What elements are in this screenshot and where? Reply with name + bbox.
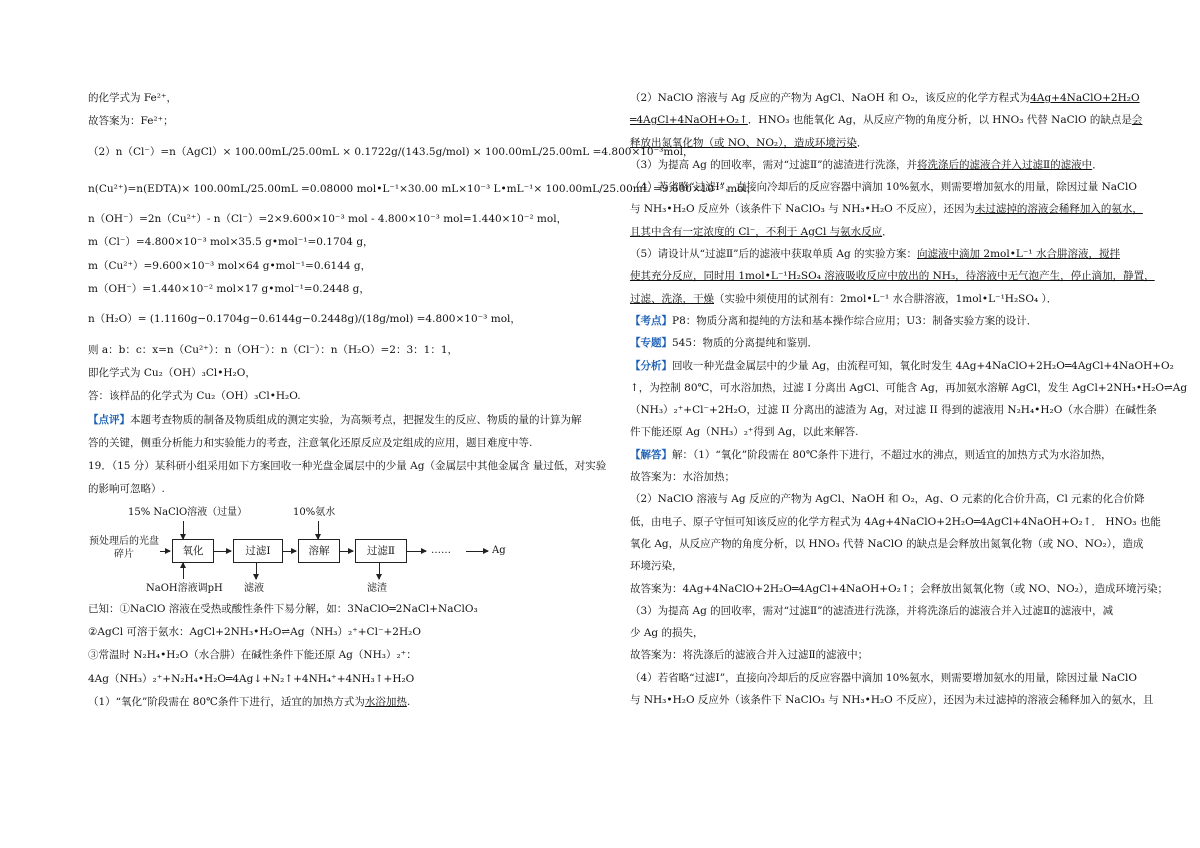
q2-answer: 释放出氮氧化物（或 NO、NO₂），造成环境污染	[630, 136, 857, 149]
text-line: ②AgCl 可溶于氨水：AgCl+2NH₃•H₂O⇌Ag（NH₃）₂⁺+Cl⁻+2H₂O	[88, 626, 421, 639]
box-filter-2: 过滤Ⅱ	[355, 539, 407, 563]
filtrate-label: 滤液	[244, 582, 264, 594]
dots-label: ……	[431, 544, 451, 556]
arrow-down	[256, 563, 257, 579]
text-line: m（Cl⁻）=4.800×10⁻³ mol×35.5 g•mol⁻¹=0.1704 g，	[88, 236, 374, 249]
text-line: ③常温时 N₂H₄•H₂O（水合肼）在碱性条件下能还原 Ag（NH₃）₂⁺：	[88, 649, 417, 662]
text-line: 答的关键，侧重分析能力和实验能力的考查，注意氧化还原反应及定组成的应用，题目难度中等.	[88, 436, 533, 449]
q5-answer: 向滤液中滴加 2mol•L⁻¹ 水合肼溶液，搅拌	[917, 248, 1120, 261]
q4-text: 与 NH₃•H₂O 反应外（该条件下 NaClO₃ 与 NH₃•H₂O 不反应），还因为	[630, 203, 975, 216]
flow-diagram	[88, 505, 600, 595]
q5-text: （5）请设计从“过滤Ⅱ”后的滤液中获取单质 Ag 的实验方案：	[630, 248, 918, 261]
arrow-right	[282, 551, 296, 552]
right-column	[630, 90, 1188, 714]
q2-answer: ═4AgCl+4NaOH+O₂↑	[630, 114, 748, 127]
formula-line: n（H₂O）= (1.1160g−0.1704g−0.6144g−0.2448g)/(18g/mol) =4.800×10⁻³ mol，	[88, 313, 521, 326]
reagent-naclo-label: 15% NaClO溶液（过量）	[128, 506, 248, 518]
box-oxidize: 氧化	[172, 539, 214, 563]
text-line: 的化学式为 Fe²⁺，	[88, 92, 178, 104]
product-label: Ag	[492, 544, 506, 556]
q5-answer: 过滤、洗涤，干燥	[630, 292, 714, 305]
arrow-down	[379, 563, 380, 579]
q2-answer: 会	[1131, 114, 1143, 127]
q2-text: （2）NaClO 溶液与 Ag 反应的产物为 AgCl、NaOH 和 O₂，该反应的化学方程式为	[630, 92, 1031, 104]
text-line: 低，由电子、原子守恒可知该反应的化学方程式为 4Ag+4NaClO+2H₂O═4AgCl+4NaOH+O₂↑． HNO₃ 也能	[630, 515, 1161, 528]
fenxi-line	[630, 358, 1174, 374]
kaodian-text: P8：物质分离和提纯的方法和基本操作综合应用；U3：制备实验方案的设计．	[672, 314, 1038, 327]
arrow-down	[318, 521, 319, 539]
fenxi-text: 回收一种光盘金属层中的少量 Ag，由流程可知，氧化时发生 4Ag+4NaClO+2H₂O═4AgCl+4NaOH+O₂	[672, 359, 1174, 372]
zhuanti-text: 545：物质的分离提纯和鉴别．	[672, 337, 819, 350]
text-line: 已知：①NaClO 溶液在受热或酸性条件下易分解，如：3NaClO═2NaCl+NaClO₃	[88, 602, 478, 615]
text-line	[630, 268, 1155, 284]
text-line: 少 Ag 的损失，	[630, 627, 704, 640]
text-line: （4）若省略“过滤Ⅰ”，直接向冷却后的反应容器中滴加 10%氨水，则需要增加氨水的用量，除因过量 NaClO	[630, 671, 1138, 684]
text-line: ↑，为控制 80℃，可水浴加热，过滤 I 分离出 AgCl、可能含 Ag，再加氨水溶解 AgCl，发生 AgCl+2NH₃•H₂O⇌Ag	[630, 381, 1188, 394]
q3-text: （3）为提高 Ag 的回收率，需对“过滤Ⅱ”的滤渣进行洗涤，并	[630, 158, 918, 171]
arrow-right	[406, 551, 426, 552]
question-line: 19．（15 分）某科研小组采用如下方案回收一种光盘金属层中的少量 Ag（金属层中其他金属含 量过低，对实验	[88, 460, 607, 473]
text-line: 故答案为：4Ag+4NaClO+2H₂O═4AgCl+4NaOH+O₂↑；会释放出氮氧化物（或 NO、NO₂），造成环境污染；	[630, 582, 1169, 595]
text-line: 的影响可忽略）.	[88, 483, 165, 496]
arrow-right	[339, 551, 353, 552]
jieda-line	[630, 447, 1130, 463]
text-line: 答：该样品的化学式为 Cu₂（OH）₃Cl•H₂O.	[88, 390, 301, 403]
text-line: n（OH⁻）=2n（Cu²⁺）- n（Cl⁻）=2×9.600×10⁻³ mol - 4.800×10⁻³ mol=1.440×10⁻² mol，	[88, 213, 568, 226]
input-label: 预处理后的光盘碎片	[89, 535, 159, 560]
text-line: （3）为提高 Ag 的回收率，需对“过滤Ⅱ”的滤渣进行洗涤，并将洗涤后的滤液合并入过滤Ⅱ的滤液中，减	[630, 604, 1114, 617]
text-line: m（OH⁻）=1.440×10⁻² mol×17 g•mol⁻¹=0.2448 g，	[88, 283, 370, 296]
reagent-ammonia-label: 10%氨水	[293, 506, 336, 518]
q1-end: .	[406, 695, 411, 708]
q1-text: （1）“氧化”阶段需在 80℃条件下进行，适宜的加热方式为	[88, 695, 365, 708]
text-line: m（Cu²⁺）=9.600×10⁻³ mol×64 g•mol⁻¹=0.6144 g，	[88, 259, 372, 272]
kaodian-tag: 【考点】	[630, 314, 672, 327]
fenxi-tag: 【分析】	[630, 359, 672, 372]
kaodian-line	[630, 313, 1130, 329]
formula-line: n(Cu²⁺)=n(EDTA)× 100.00mL/25.00mL =0.08000 mol•L⁻¹×30.00 mL×10⁻³ L•mL⁻¹× 100.00mL/25.00mL =9.600×10⁻³ mol，	[88, 182, 758, 195]
text-line	[630, 90, 1140, 106]
arrow-right	[213, 551, 231, 552]
q2-text: ．HNO₃ 也能氧化 Ag，从反应产物的角度分析，以 HNO₃ 代替 NaClO 的缺点是	[747, 114, 1132, 127]
residue-label: 滤渣	[367, 582, 387, 594]
text-line: 则 a：b：c：x=n（Cu²⁺）：n（OH⁻）：n（Cl⁻）：n（H₂O）=2：3：1：1，	[88, 343, 459, 356]
question-line	[88, 694, 600, 710]
text-line	[630, 201, 1143, 217]
text-line: （2）NaClO 溶液与 Ag 反应的产物为 AgCl、NaOH 和 O₂，Ag、O 元素的化合价升高，Cl 元素的化合价降	[630, 493, 1145, 506]
box-filter-1: 过滤Ⅰ	[233, 539, 283, 563]
box-dissolve: 溶解	[298, 539, 340, 563]
q5-answer: 使其充分反应，同时用 1mol•L⁻¹H₂SO₄ 溶液吸收反应中放出的 NH₃，待溶液中无气泡产生，停止滴加，静置，	[630, 270, 1155, 283]
text-line	[630, 112, 1143, 128]
q2-answer: 4Ag+4NaClO+2H₂O	[1030, 92, 1140, 104]
text-line: （4）若省略“过滤Ⅰ”，直接向冷却后的反应容器中滴加 10%氨水，则需要增加氨水的用量，除因过量 NaClO	[630, 181, 1138, 194]
punct: ．	[856, 136, 868, 149]
text-line: 4Ag（NH₃）₂⁺+N₂H₄•H₂O═4Ag↓+N₂↑+4NH₄⁺+4NH₃↑+H₂O	[88, 672, 415, 685]
jieda-text: 解：（1）“氧化”阶段需在 80℃条件下进行，不超过水的沸点，则适宜的加热方式为水浴加热，	[672, 448, 1112, 461]
text-line: 件下能还原 Ag（NH₃）₂⁺得到 Ag，以此来解答.	[630, 426, 859, 439]
text-line	[630, 246, 1130, 262]
text-line: 即化学式为 Cu₂（OH）₃Cl•H₂O，	[88, 366, 256, 379]
zhuanti-line	[630, 335, 1130, 351]
arrow-right	[160, 551, 170, 552]
comment-tag: 【点评】	[88, 413, 130, 426]
arrow-down	[183, 521, 184, 539]
text-line	[630, 157, 1130, 173]
text-line: 故答案为：水浴加热；	[630, 471, 735, 484]
text-line: 氧化 Ag，从反应产物的角度分析，以 HNO₃ 代替 NaClO 的缺点是会释放出氮氧化物（或 NO、NO₂），造成	[630, 537, 1144, 550]
text-line	[630, 224, 1130, 240]
arrow-right	[466, 551, 488, 552]
text-line: 与 NH₃•H₂O 反应外（该条件下 NaClO₃ 与 NH₃•H₂O 不反应），还因为未过滤掉的溶液会稀释加入的氨水，且	[630, 694, 1154, 707]
q1-answer: 水浴加热	[364, 695, 407, 708]
punct: ．	[882, 225, 893, 238]
text-line: 故答案为：Fe²⁺；	[88, 115, 174, 128]
text-line	[630, 135, 1130, 151]
text-line: 环境污染，	[630, 560, 683, 573]
text-line: 故答案为：将洗涤后的滤液合并入过滤Ⅱ的滤液中；	[630, 649, 869, 662]
punct: ．	[1092, 158, 1103, 171]
zhuanti-tag: 【专题】	[630, 337, 672, 350]
jieda-tag: 【解答】	[630, 448, 672, 461]
text-line: （NH₃）₂⁺+Cl⁻+2H₂O，过滤 II 分离出的滤渣为 Ag，对过滤 II 得到的滤液用 N₂H₄•H₂O（水合肼）在碱性条	[630, 404, 1157, 417]
arrow-up	[183, 563, 184, 579]
text-line	[630, 291, 1130, 307]
q5-text: （实验中须使用的试剂有：2mol•L⁻¹ 水合肼溶液，1mol•L⁻¹H₂SO₄ ）．	[714, 292, 1058, 305]
comment-line	[88, 412, 600, 428]
q4-answer: 未过滤掉的溶液会稀释加入的氨水，	[974, 203, 1143, 216]
naoh-label: NaOH溶液调pH	[146, 582, 223, 594]
q3-answer: 将洗涤后的滤液合并入过滤Ⅱ的滤液中	[917, 158, 1093, 171]
formula-line: （2）n（Cl⁻）=n（AgCl）× 100.00mL/25.00mL × 0.1722g/(143.5g/mol) × 100.00mL/25.00mL =4.800×10⁻³mol，	[88, 145, 694, 158]
comment-text: 本题考查物质的制备及物质组成的测定实验，为高频考点，把握发生的反应、物质的量的计算为解	[130, 413, 582, 426]
q4-answer: 且其中含有一定浓度的 Cl⁻，不利于 AgCl 与氨水反应	[630, 225, 883, 238]
